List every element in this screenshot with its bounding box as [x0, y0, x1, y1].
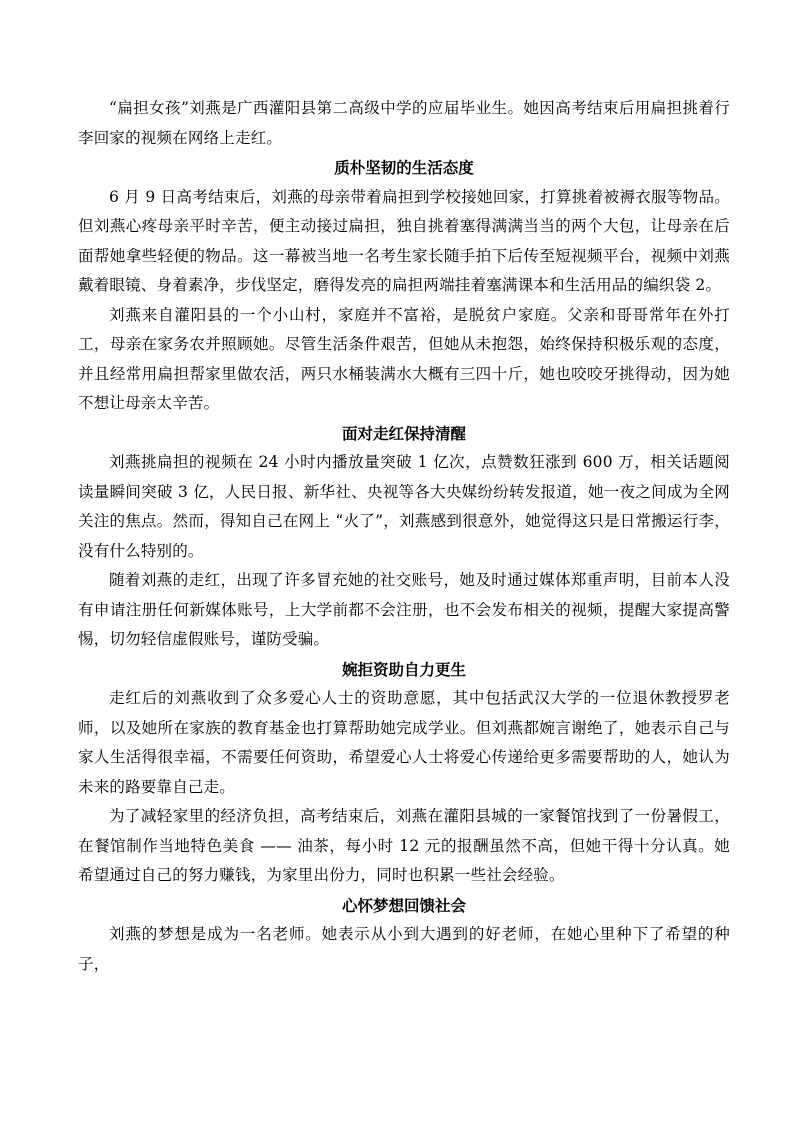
- section-heading-decline-aid: 婉拒资助自力更生: [341, 659, 466, 679]
- section1-paragraph-2: 刘燕来自灌阳县的一个小山村，家庭并不富裕，是脱贫户家庭。父亲和哥哥常年在外打工，母亲在家务农并照顾她。尽管生活条件艰苦，但她从未抱怨，始终保持积极乐观的态度，并且经常用扁担帮家里做农活，两只水桶装满水大概有三四十斤，她也咬咬牙挑得动，因为她不想让母亲太辛苦。: [78, 305, 730, 412]
- section-heading-life-attitude: 质朴坚韧的生活态度: [334, 158, 474, 177]
- section1-paragraph-1: 6 月 9 日高考结束后，刘燕的母亲带着扁担到学校接她回家，打算挑着被褥衣服等物品。但刘燕心疼母亲平时辛苦，便主动接过扁担，独自挑着塞得满满当当的两个大包，让母亲在后面帮她拿些轻便的物品。这一幕被当地一名考生家长随手拍下后传至短视频平台，视频中刘燕戴着眼镜、身着素净，步伐坚定，磨得发亮的扁担两端挂着塞满课本和生活用品的编织袋 2。: [78, 187, 730, 294]
- section2-paragraph-2: 随着刘燕的走红，出现了许多冒充她的社交账号，她及时通过媒体郑重声明，目前本人没有申请注册任何新媒体账号，上大学前都不会注册，也不会发布相关的视频，提醒大家提高警惕，切勿轻信虚假账号，谨防受骗。: [78, 571, 730, 648]
- section2-paragraph-1: 刘燕挑扁担的视频在 24 小时内播放量突破 1 亿次，点赞数狂涨到 600 万，相关话题阅读量瞬间突破 3 亿，人民日报、新华社、央视等各大央媒纷纷转发报道，她一夜之间成为全网关注的焦点。然而，得知自己在网上 “火了”，刘燕感到很意外，她觉得这只是日常搬运行李，没有什么特别的。: [78, 453, 730, 560]
- section-heading-stay-sober: 面对走红保持清醒: [341, 423, 466, 443]
- section3-paragraph-1: 走红后的刘燕收到了众多爱心人士的资助意愿，其中包括武汉大学的一位退休教授罗老师，以及她所在家族的教育基金也打算帮助她完成学业。但刘燕都婉言谢绝了，她表示自己与家人生活得很幸福，不需要任何资助，希望爱心人士将爱心传递给更多需要帮助的人，她认为未来的路要靠自己走。: [78, 689, 730, 796]
- intro-paragraph: “扁担女孩”刘燕是广西灌阳县第二高级中学的应届毕业生。她因高考结束后用扁担挑着行李回家的视频在网络上走红。: [78, 99, 730, 147]
- section-heading-dream: 心怀梦想回馈社会: [341, 895, 466, 915]
- article-body: [78, 94, 730, 979]
- section3-paragraph-2: 为了减轻家里的经济负担，高考结束后，刘燕在灌阳县城的一家餐馆找到了一份暑假工，在餐馆制作当地特色美食 —— 油茶，每小时 12 元的报酬虽然不高，但她干得十分认真。她希望通过自己的努力赚钱，为家里出份力，同时也积累一些社会经验。: [78, 807, 730, 884]
- section4-paragraph-1: 刘燕的梦想是成为一名老师。她表示从小到大遇到的好老师，在她心里种下了希望的种子，: [78, 925, 730, 973]
